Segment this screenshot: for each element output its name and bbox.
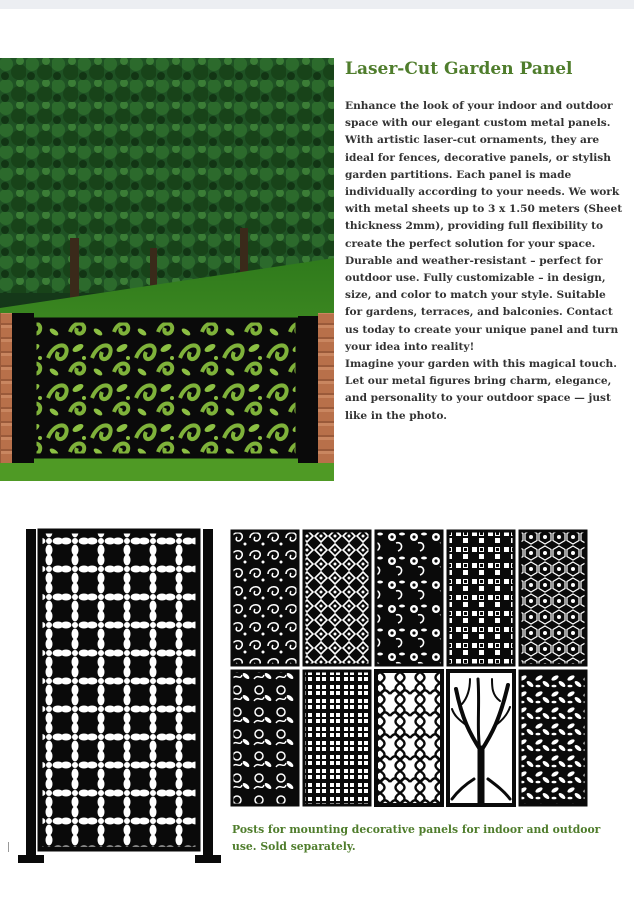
edge-mark	[8, 842, 9, 852]
description-paragraph-1: Enhance the look of your indoor and outdoor space with our elegant custom metal panels. With artistic laser-cut ornaments, they are ideal for fences, decorative panels, or stylish garden partitions. Each panel is made individually according to your needs. We work with metal sheets up to 3 x 1.50 meters (Sheet thickness 2mm), providing full flexibility to create the perfect solution for your space. Durable and weather-resistant – perfect for outdoor use. Fully customizable – in design, size, and color to match your style. Suitable for gardens, terraces, and balconies. Contact us today to create your unique panel and turn your idea into reality!	[345, 100, 623, 353]
product-description	[345, 98, 623, 425]
large-panel-with-posts	[10, 527, 222, 867]
panel-pattern-grid	[230, 529, 590, 809]
posts-caption: Posts for mounting decorative panels for indoor and outdoor use. Sold separately.	[232, 823, 601, 853]
product-title: Laser-Cut Garden Panel	[345, 59, 573, 79]
garden-photo	[0, 58, 334, 481]
top-band	[0, 0, 634, 9]
description-paragraph-2: Imagine your garden with this magical touch. Let our metal figures bring charm, elegance, and personality to your outdoor space — just like in the photo.	[345, 358, 617, 422]
